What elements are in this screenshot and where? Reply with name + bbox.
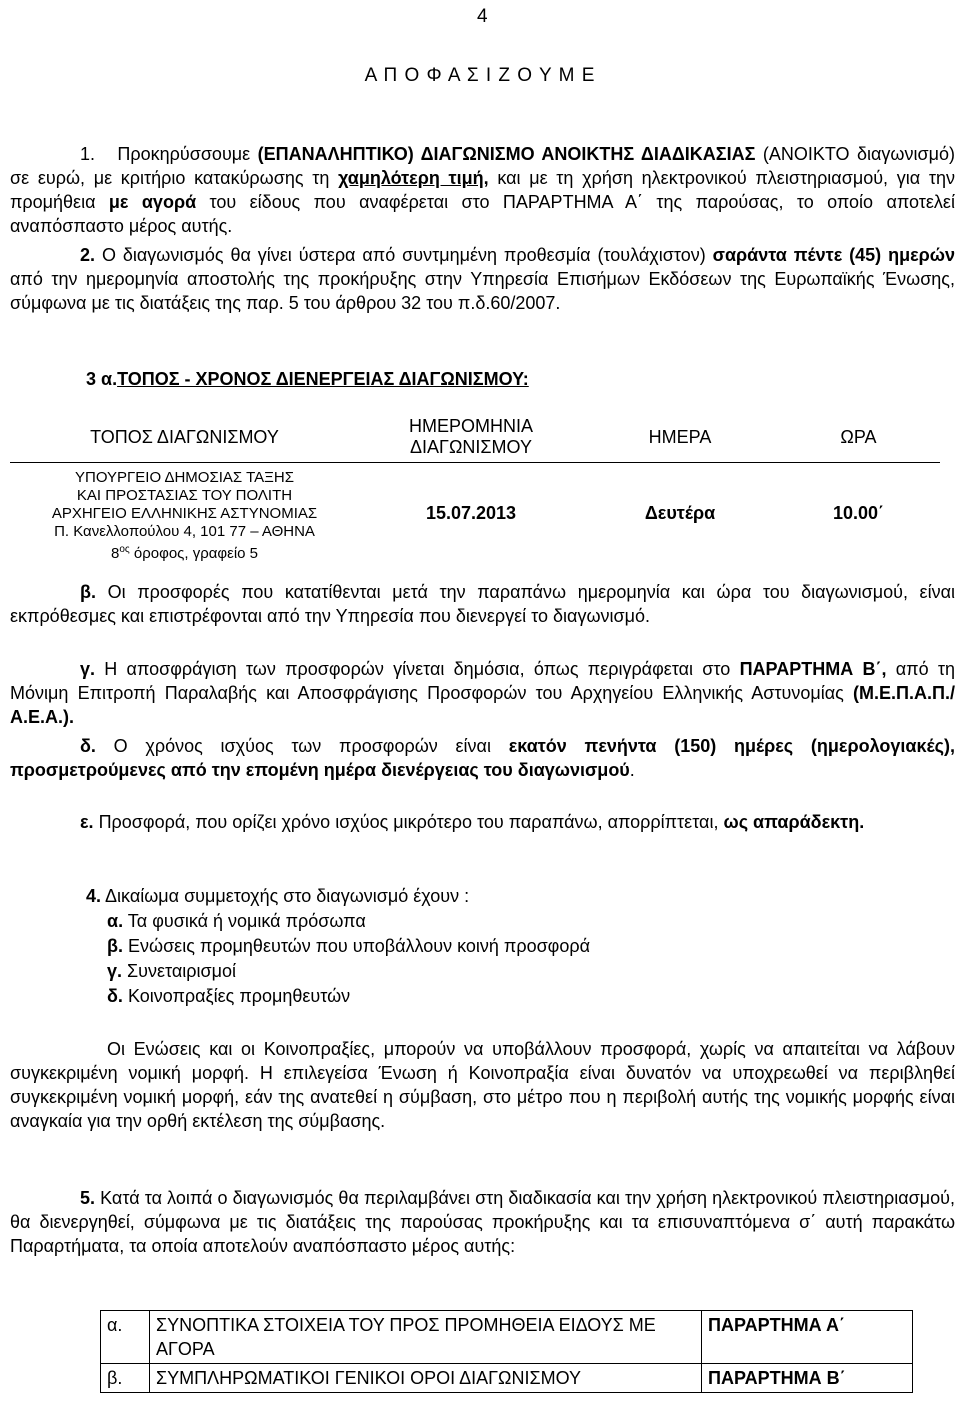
annex-description: ΣΥΝΟΠΤΙΚΑ ΣΤΟΙΧΕΙΑ ΤΟΥ ΠΡΟΣ ΠΡΟΜΗΘΕΙΑ ΕΙΔΟΥΣ ΜΕ ΑΓΟΡΑ bbox=[150, 1311, 702, 1364]
annex-table bbox=[100, 1310, 913, 1393]
paragraph-d-text: Ο χρόνος ισχύος των προσφορών είναι bbox=[113, 736, 491, 756]
page-number: 4 bbox=[477, 6, 488, 27]
address-line: ΑΡΧΗΓΕΙΟ ΕΛΛΗΝΙΚΗΣ ΑΣΤΥΝΟΜΙΑΣ bbox=[51, 505, 318, 522]
venue-day: Δευτέρα bbox=[644, 503, 716, 523]
paragraph-2 bbox=[10, 243, 955, 315]
paragraph-b bbox=[10, 580, 955, 628]
paragraph-g-bold: ΠΑΡΑΡΤΗΜΑ Β΄, bbox=[739, 659, 887, 679]
paragraph-1-text-4: του είδους που αναφέρεται στο ΠΑΡΑΡΤΗΜΑ Α΄ της παρούσας, το οποίο αποτελεί αναπόσπαστο μέρος αυτής. bbox=[10, 192, 955, 236]
document-title: Α Π Ο Φ Α Σ Ι Ζ Ο Υ Μ Ε bbox=[364, 65, 596, 86]
venue-header-day: ΗΜΕΡΑ bbox=[583, 412, 777, 463]
paragraph-2-text-2: από την ημερομηνία αποστολής της προκήρυξης στην Υπηρεσία Επισήμων Εκδόσεων της Ευρωπαϊκής Ένωσης, σύμφωνα με τις διατάξεις της παρ. 5 του άρθρου 32 του π.δ.60/2007. bbox=[10, 269, 955, 313]
paragraph-g-text-2: από τη Μόνιμη Επιτροπή Παραλαβής και Αποσφράγισης Προσφορών του Αρχηγείου Ελληνικής Αστυνομίας bbox=[10, 659, 955, 703]
paragraph-e-text: Προσφορά, που ορίζει χρόνο ισχύος μικρότερο του παραπάνω, απορρίπτεται, bbox=[98, 812, 719, 832]
section-3-number: 3 α. bbox=[86, 369, 118, 389]
paragraph-d-letter: δ. bbox=[80, 736, 96, 756]
paragraph-g bbox=[10, 657, 955, 729]
paragraph-1-bold: (ΕΠΑΝΑΛΗΠΤΙΚΟ) ΔΙΑΓΩΝΙΣΜΟ ΑΝΟΙΚΤΗΣ ΔΙΑΔΙΚΑΣΙΑΣ bbox=[257, 144, 756, 164]
venue-header-place: ΤΟΠΟΣ ΔΙΑΓΩΝΙΣΜΟΥ bbox=[10, 412, 359, 463]
list-item: β. Ενώσεις προμηθευτών που υποβάλλουν κοινή προσφορά bbox=[107, 936, 591, 956]
paragraph-1 bbox=[10, 142, 955, 238]
annex-letter: α. bbox=[101, 1311, 150, 1364]
purchase-bold: με αγορά bbox=[108, 192, 197, 212]
section-4-paragraph: Οι Ενώσεις και οι Κοινοπραξίες, μπορούν να υποβάλλουν προσφορά, χωρίς να απαιτείται να λάβουν συγκεκριμένη νομική μορφή. Η επιλεγείσα Ένωση ή Κοινοπραξία είναι δυνατόν να υποχρεωθεί να περιβληθεί συγκεκριμένη νομική μορφή, εάν της ανατεθεί η σύμβαση, στο μέτρο που η περιβολή αυτής της νομικής μορφής είναι αναγκαία για την ορθή εκτέλεση της σύμβασης. bbox=[10, 1039, 955, 1131]
paragraph-d bbox=[10, 734, 955, 782]
address-line: ΚΑΙ ΠΡΟΣΤΑΣΙΑΣ ΤΟΥ ΠΟΛΙΤΗ bbox=[76, 487, 293, 504]
venue-table bbox=[10, 412, 940, 564]
venue-address bbox=[10, 463, 359, 565]
address-line: ΥΠΟΥΡΓΕΙΟ ΔΗΜΟΣΙΑΣ ΤΑΞΗΣ bbox=[74, 469, 294, 486]
paragraph-b-text: Οι προσφορές που κατατίθενται μετά την παραπάνω ημερομηνία και ώρα του διαγωνισμού, είναι εκπρόθεσμες και επιστρέφονται από την Υπηρεσία που διενεργεί το διαγωνισμό. bbox=[10, 582, 955, 626]
venue-header-date: ΗΜΕΡΟΜΗΝΙΑ ΔΙΑΓΩΝΙΣΜΟΥ bbox=[359, 412, 583, 463]
paragraph-1-text-3: και με τη χρήση ηλεκτρονικού πλειστηριασμού, για την προμήθεια bbox=[10, 168, 955, 212]
paragraph-e-letter: ε. bbox=[80, 812, 94, 832]
venue-time: 10.00΄ bbox=[832, 503, 885, 523]
section-3-title: ΤΟΠΟΣ - ΧΡΟΝΟΣ ΔΙΕΝΕΡΓΕΙΑΣ ΔΙΑΓΩΝΙΣΜΟΥ: bbox=[117, 369, 529, 389]
annex-letter: β. bbox=[101, 1364, 150, 1393]
paragraph-d-text-2: . bbox=[629, 760, 635, 780]
table-row bbox=[101, 1364, 913, 1393]
paragraph-b-letter: β. bbox=[80, 582, 96, 602]
paragraph-d-bold: εκατόν πενήντα (150) ημέρες (ημερολογιακές), προσμετρούμενες από την επομένη ημέρα διενέργειας του διαγωνισμού bbox=[10, 736, 955, 780]
paragraph-2-number: 2. bbox=[80, 245, 96, 265]
section-3-heading bbox=[86, 369, 529, 390]
paragraph-e bbox=[10, 810, 955, 834]
list-item: γ. Συνεταιρισμοί bbox=[107, 961, 237, 981]
annex-name: ΠΑΡΑΡΤΗΜΑ Β΄ bbox=[702, 1364, 913, 1393]
address-floor: $8^{o\varsigma}$ όροφος, γραφείο 5 bbox=[110, 544, 259, 562]
list-item: δ. Κοινοπραξίες προμηθευτών bbox=[107, 986, 351, 1006]
section-5-text: Κατά τα λοιπά ο διαγωνισμός θα περιλαμβάνει στη διαδικασία και την χρήση ηλεκτρονικού πλειστηριασμού, θα διενεργηθεί, σύμφωνα με τις διατάξεις της παρούσας προκήρυξης και τα επισυναπτόμενα σ΄ αυτή παρακάτω Παραρτήματα, τα οποία αποτελούν αναπόσπαστο μέρος αυτής: bbox=[10, 1188, 955, 1256]
paragraph-2-bold: σαράντα πέντε (45) ημερών bbox=[712, 245, 956, 265]
section-4-title: Δικαίωμα συμμετοχής στο διαγωνισμό έχουν : bbox=[105, 886, 470, 906]
section-5-number: 5. bbox=[80, 1188, 96, 1208]
paragraph-g-bold-2: (Μ.Ε.Π.Α.Π./Α.Ε.Α.). bbox=[10, 683, 955, 727]
venue-header-time: ΩΡΑ bbox=[777, 412, 940, 463]
list-item: α. Τα φυσικά ή νομικά πρόσωπα bbox=[107, 911, 366, 931]
section-4-number: 4. bbox=[86, 886, 102, 906]
annex-name: ΠΑΡΑΡΤΗΜΑ Α΄ bbox=[702, 1311, 913, 1364]
paragraph-e-bold: ως απαράδεκτη. bbox=[723, 812, 865, 832]
paragraph-1-text-2: (ΑΝΟΙΚΤΟ διαγωνισμό) σε ευρώ, με κριτήριο κατακύρωσης τη bbox=[10, 144, 955, 188]
section-4-heading bbox=[86, 884, 469, 908]
paragraph-2-text: Ο διαγωνισμός θα γίνει ύστερα από συντμημένη προθεσμία (τουλάχιστον) bbox=[101, 245, 706, 265]
lowest-price-text: χαμηλότερη τιμή, bbox=[338, 168, 489, 188]
paragraph-1-text: Προκηρύσσουμε bbox=[117, 144, 251, 164]
paragraph-g-text: Η αποσφράγιση των προσφορών γίνεται δημόσια, όπως περιγράφεται στο bbox=[104, 659, 731, 679]
paragraph-g-letter: γ. bbox=[80, 659, 96, 679]
address-line: Π. Κανελλοπούλου 4, 101 77 – ΑΘΗΝΑ bbox=[54, 523, 315, 540]
venue-date: 15.07.2013 bbox=[425, 503, 517, 523]
paragraph-1-number: 1. bbox=[80, 144, 96, 164]
annex-description: ΣΥΜΠΛΗΡΩΜΑΤΙΚΟΙ ΓΕΝΙΚΟΙ ΟΡΟΙ ΔΙΑΓΩΝΙΣΜΟΥ bbox=[150, 1364, 702, 1393]
table-row bbox=[101, 1311, 913, 1364]
section-5-paragraph bbox=[10, 1186, 955, 1258]
